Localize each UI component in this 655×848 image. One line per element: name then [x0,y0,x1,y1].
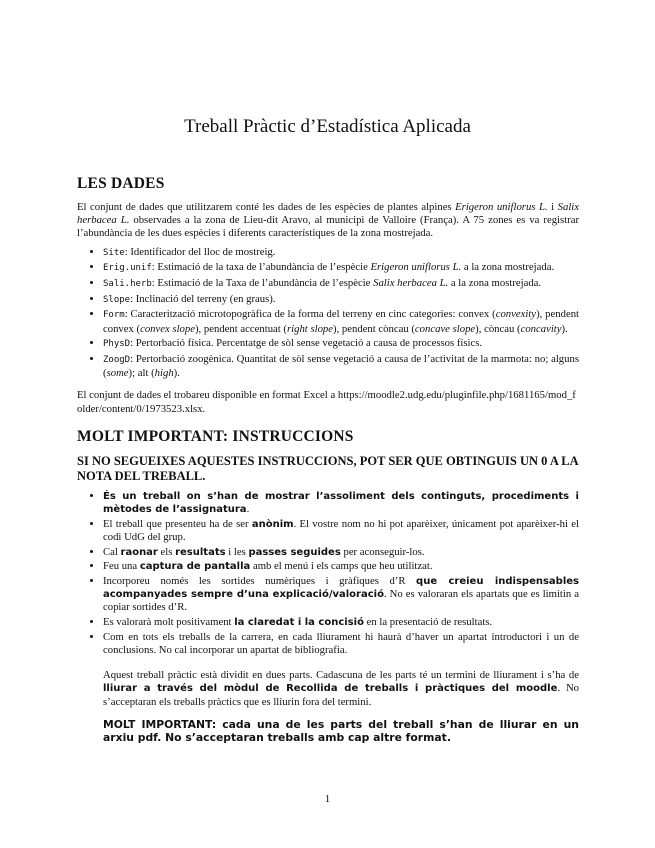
list-item: • PhysD: Pertorbació física. Percentatge de sòl sense vegetació a causa de processos físics. [103,337,579,351]
list-item: • El treball que presenteu ha de ser anònim. El vostre nom no hi pot aparèixer, únicament pot aparèixer-hi el codi UdG del grup. [103,518,579,544]
section-heading-data: LES DADES [77,175,165,192]
list-item: • Com en tots els treballs de la carrera, en cada lliurament hi haurà d’haver un apartat introductori i un de conclusions. No cal incorporar un apartat de bibliografia. [103,631,579,657]
list-item: • Es valorarà molt positivament la claredat i la concisió en la presentació de resultats. [103,616,579,629]
pdf-format-notice: MOLT IMPORTANT: cada una de les parts del treball s’han de lliurar en un arxiu pdf. No s’acceptaran treballs amb cap altre format. [103,717,579,745]
list-item: • Site: Identificador del lloc de mostreig. [103,246,579,260]
page-number: 1 [324,793,331,805]
deadline-paragraph: Aquest treball pràctic està dividit en dues parts. Cadascuna de les parts té un termini de lliurament i s’ha de lliurar a través del mòdul de Recollida de treballs i pràctiques del moodle. No s’acceptaran els treballs pràctics que es lliurin fora del termini. [103,669,580,708]
warning-heading: SI NO SEGUEIXES AQUESTES INSTRUCCIONS, POT SER QUE OBTINGUIS UN 0 A LA NOTA DEL TREBALL. [77,453,578,483]
list-item: • Cal raonar els resultats i les passes seguides per aconseguir-los. [103,546,579,559]
list-item: • ZoogD: Pertorbació zoogènica. Quantitat de sòl sense vegetació a causa de l’activitat de la marmota: no; alguns (some); alt (high). [103,353,579,380]
list-item: • És un treball on s’han de mostrar l’assoliment dels continguts, procediments i mètodes de l’assignatura. [103,490,579,516]
data-intro-paragraph: El conjunt de dades que utilitzarem conté les dades de les espècies de plantes alpines Erigeron uniflorus L. i Salix herbacea L. observades a la zona de Lieu-dit Aravo, al municipi de Valloire (França). A 75 zones es va registrar l’abundància de les dues espècies i diferents característiques de la zona mostrejada. [77,201,579,240]
list-item: • Form: Caracterització microtopogràfica de la forma del terreny en cinc categories: convex (convexity), pendent convex (convex slope), pendent accentuat (right slope), pendent còncau (concave slope), còncau (concavity). [103,308,579,335]
list-item: • Erig.unif: Estimació de la taxa de l’abundància de l’espècie Erigeron uniflorus L. a la zona mostrejada. [103,261,579,275]
variables-list [77,246,579,381]
document-body [77,175,579,745]
document-title: Treball Pràctic d’Estadística Aplicada [184,116,471,137]
list-item: • Slope: Inclinació del terreny (en graus). [103,293,579,307]
list-item: • Incorporeu només les sortides numèriques i gràfiques d’R que creieu indispensables acompanyades sempre d’una explicació/valoració. No es valoraran els apartats que es limitin a copiar sortides d’R. [103,575,579,615]
instructions-list [77,490,579,657]
section-heading-instructions: MOLT IMPORTANT: INSTRUCCIONS [77,427,354,445]
list-item: • Sali.herb: Estimació de la Taxa de l’abundància de l’espècie Salix herbacea L. a la zona mostrejada. [103,277,579,291]
dataset-link-paragraph: El conjunt de dades el trobareu disponible en format Excel a https://moodle2.udg.edu/pluginfile.php/1681165/mod_folder/content/0/1973523.xlsx. [77,389,576,415]
list-item: • Feu una captura de pantalla amb el menú i els camps que heu utilitzat. [103,560,579,573]
